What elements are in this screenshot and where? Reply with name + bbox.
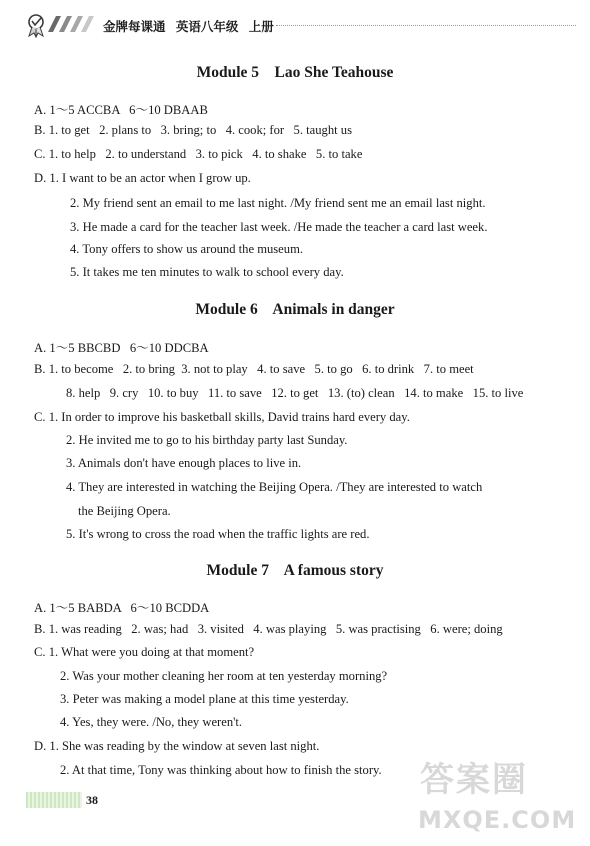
answer-line: B. 1. to get 2. plans to 3. bring; to 4. cook; for 5. taught us	[34, 123, 352, 137]
answer-line: 4. Tony offers to show us around the museum.	[70, 242, 304, 256]
book-title	[103, 17, 280, 35]
answer-line: 2. At that time, Tony was thinking about how to finish the story.	[60, 763, 382, 777]
module-7-title: Module 7 A famous story	[206, 562, 384, 579]
answer-line: 5. It's wrong to cross the road when the traffic lights are red.	[66, 527, 370, 541]
answer-line: C. 1. to help 2. to understand 3. to pick 4. to shake 5. to take	[34, 147, 363, 161]
watermark-logo: 答案圈	[420, 760, 528, 800]
answer-line: A. 1～5 BBCBD 6～10 DDCBA	[34, 341, 209, 355]
answer-line: A. 1～5 ACCBA 6～10 DBAAB	[34, 103, 208, 117]
answer-line: B. 1. was reading 2. was; had 3. visited 4. was playing 5. was practising 6. were; doing	[34, 622, 503, 636]
book-name: 金牌每课通	[103, 19, 166, 34]
answer-line: 2. He invited me to go to his birthday party last Sunday.	[66, 433, 348, 447]
answer-line: 8. help 9. cry 10. to buy 11. to save 12. to get 13. (to) clean 14. to make 15. to live	[66, 386, 524, 400]
answer-line: 3. He made a card for the teacher last week. /He made the teacher a card last week.	[70, 220, 488, 234]
medal-logo-icon	[26, 12, 96, 38]
footer-decoration	[26, 792, 82, 808]
watermark-url: MXQE.COM	[418, 806, 577, 834]
page-number: 38	[86, 793, 98, 807]
answer-line: 3. Animals don't have enough places to live in.	[66, 456, 302, 470]
answer-line: 4. They are interested in watching the Beijing Opera. /They are interested to watch	[66, 480, 483, 494]
answer-line: 2. My friend sent an email to me last night. /My friend sent me an email last night.	[70, 196, 486, 210]
answer-line: 3. Peter was making a model plane at this time yesterday.	[60, 692, 349, 706]
answer-line: B. 1. to become 2. to bring 3. not to play 4. to save 5. to go 6. to drink 7. to meet	[34, 362, 474, 376]
header-divider	[276, 25, 576, 26]
answer-line: A. 1～5 BABDA 6～10 BCDDA	[34, 601, 210, 615]
answer-line: D. 1. She was reading by the window at seven last night.	[34, 739, 320, 753]
answer-line: the Beijing Opera.	[78, 504, 171, 518]
answer-line: 5. It takes me ten minutes to walk to school every day.	[70, 265, 344, 279]
answer-line: C. 1. In order to improve his basketball skills, David trains hard every day.	[34, 410, 410, 424]
answer-line: 2. Was your mother cleaning her room at ten yesterday morning?	[60, 669, 388, 683]
page-header	[0, 0, 590, 40]
module-6-title: Module 6 Animals in danger	[195, 301, 395, 318]
answer-line: 4. Yes, they were. /No, they weren't.	[60, 715, 243, 729]
book-volume: 上册	[248, 19, 274, 34]
answer-line: D. 1. I want to be an actor when I grow up.	[34, 171, 251, 185]
book-subject: 英语八年级	[175, 19, 239, 34]
module-5-title: Module 5 Lao She Teahouse	[196, 64, 394, 81]
answer-line: C. 1. What were you doing at that moment?	[34, 645, 255, 659]
